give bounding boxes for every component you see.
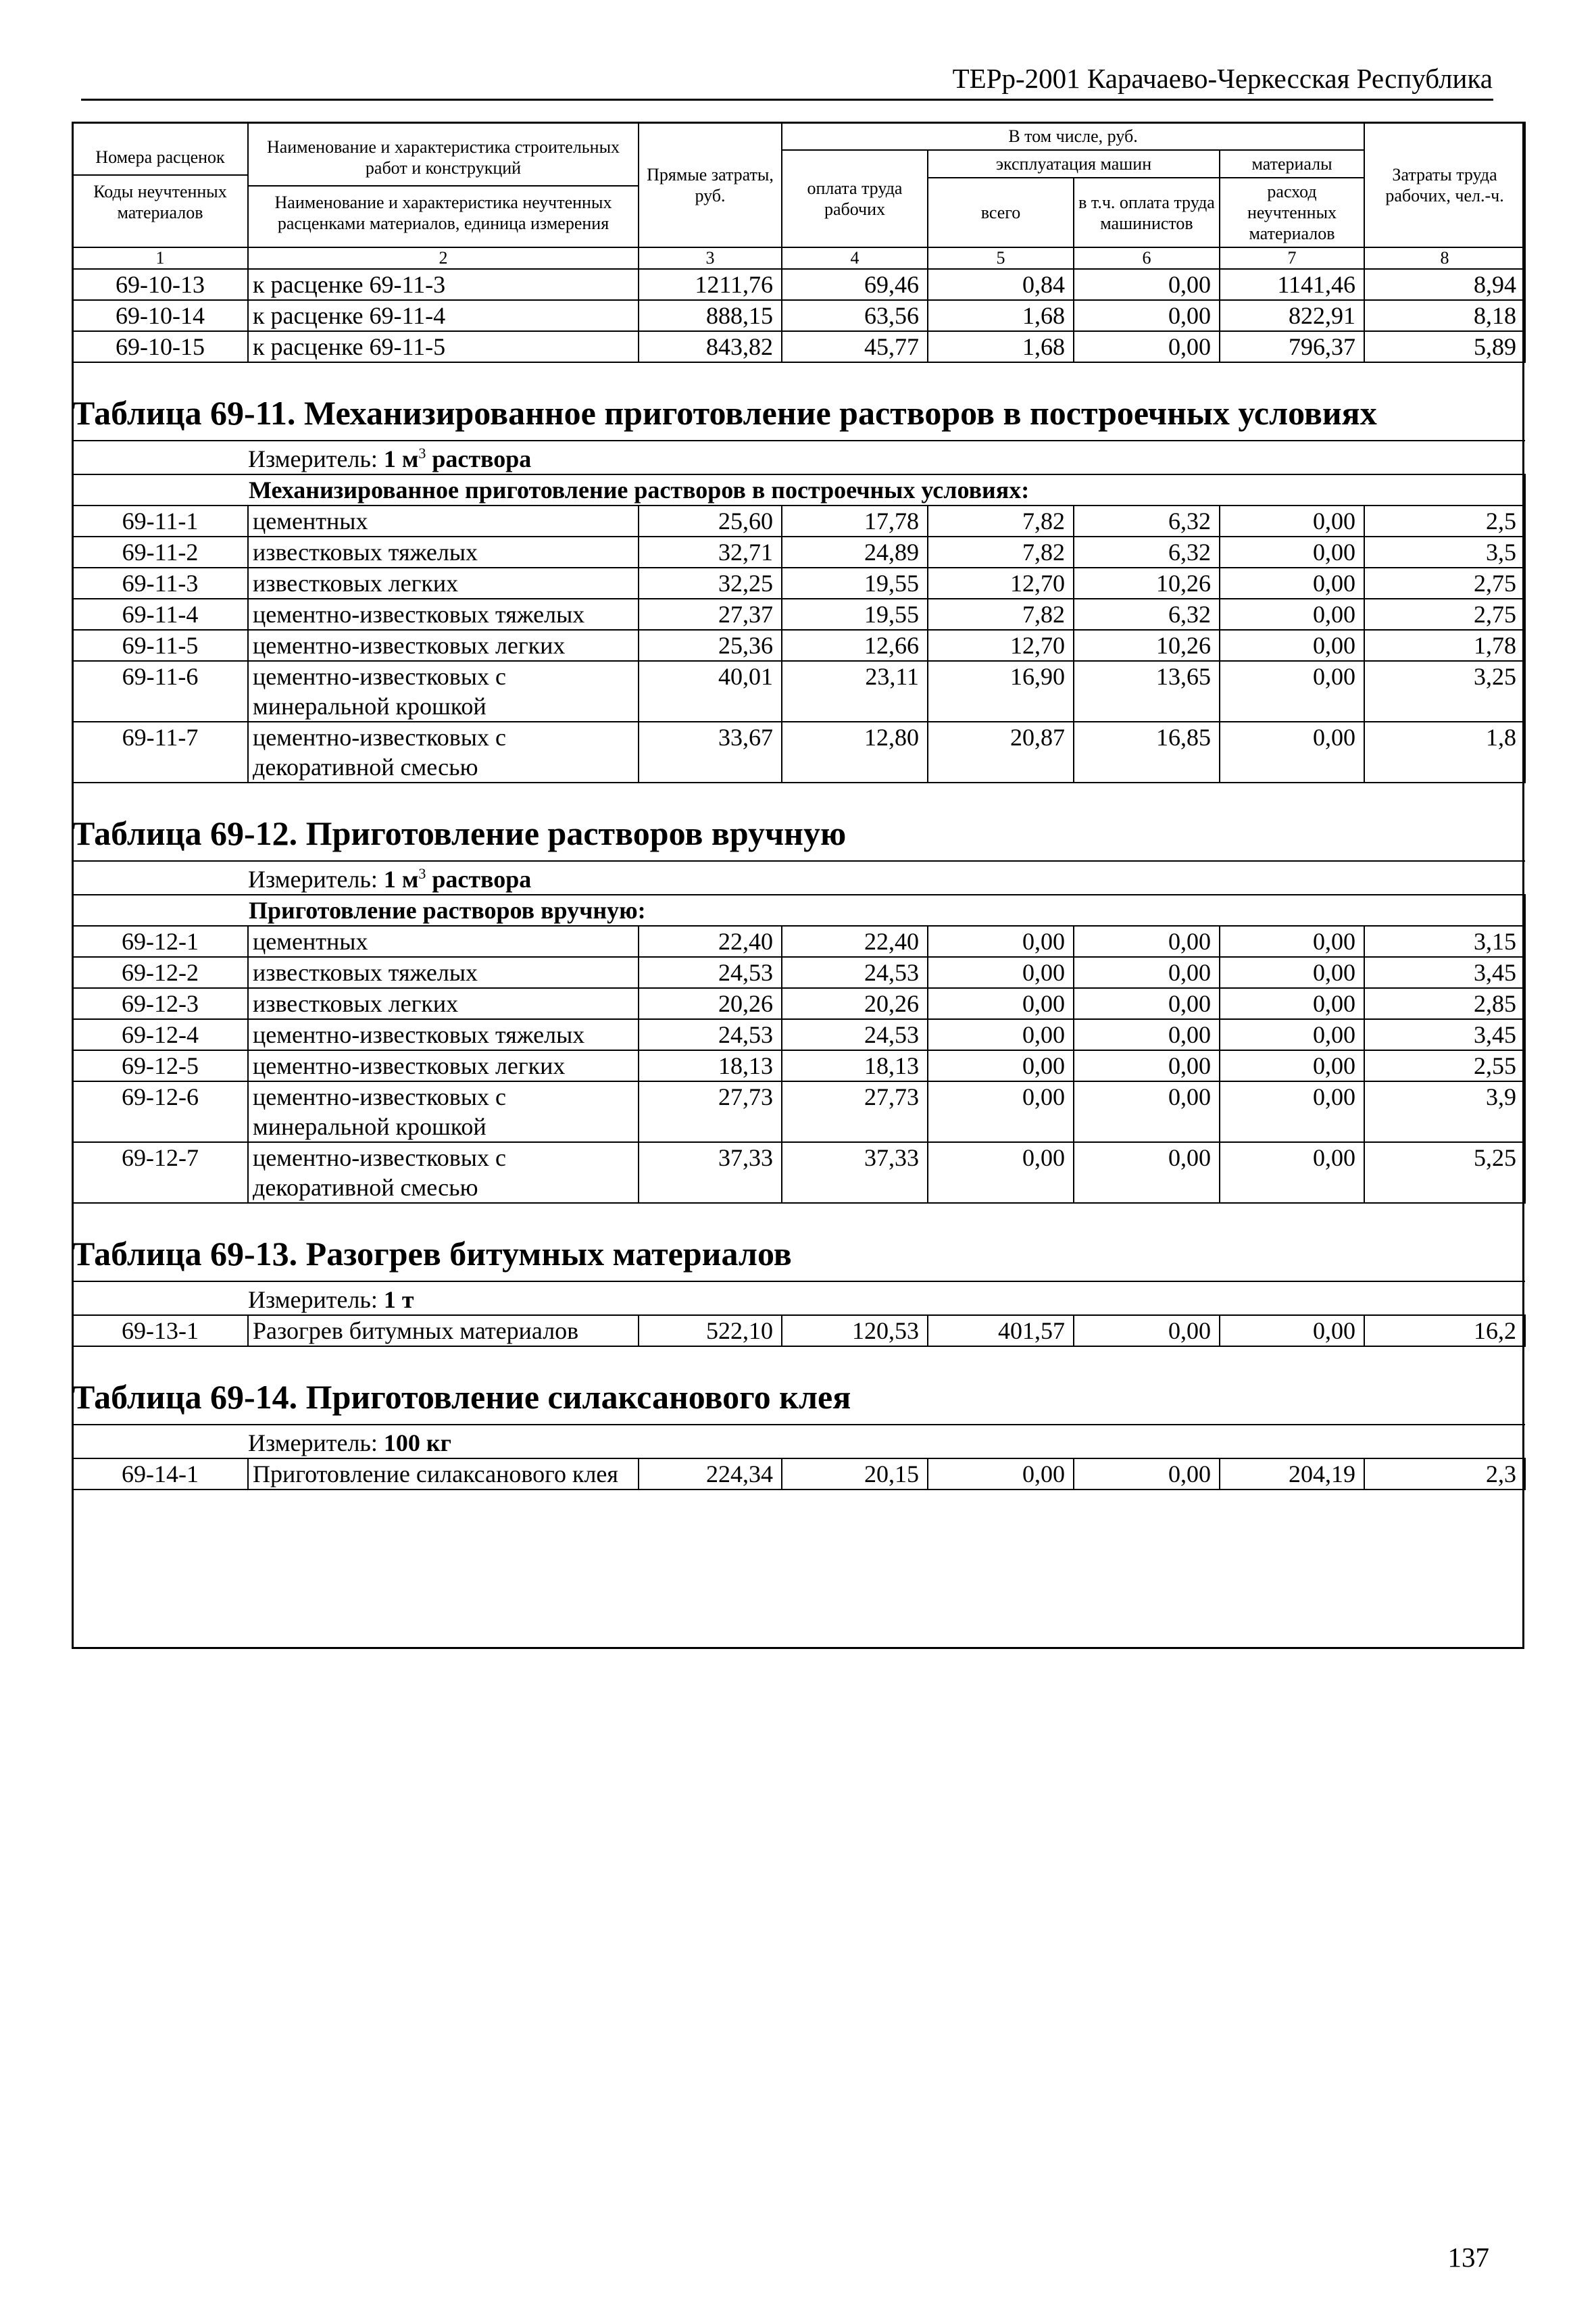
- labor-hours-value: 3,45: [1364, 957, 1525, 988]
- direct-costs-value: 24,53: [639, 957, 782, 988]
- col-name-header: [248, 122, 639, 247]
- rate-code: 69-11-6: [72, 661, 248, 722]
- labor-hours-value: 3,9: [1364, 1081, 1525, 1142]
- work-name: цементно-известковых с декоративной смесью: [248, 1142, 639, 1203]
- materials-cost-value: 796,37: [1220, 331, 1364, 362]
- machinist-pay-value: 6,32: [1074, 506, 1220, 537]
- table-title: Таблица 69-14. Приготовление силаксанового клея: [72, 1346, 1525, 1425]
- machines-total-value: 0,00: [928, 1050, 1074, 1081]
- rate-code: 69-11-7: [72, 722, 248, 783]
- table-row: [72, 1081, 1525, 1142]
- table-row: [72, 269, 1525, 300]
- materials-cost-value: 0,00: [1220, 661, 1364, 722]
- col-direct-costs-header: Прямые затраты, руб.: [639, 122, 782, 247]
- col-codes-header: [72, 122, 248, 247]
- col-machines-total-header: всего: [928, 178, 1074, 247]
- col-number: 5: [928, 247, 1074, 269]
- materials-cost-value: 0,00: [1220, 1142, 1364, 1203]
- table-header: [72, 122, 1525, 269]
- direct-costs-value: 1211,76: [639, 269, 782, 300]
- direct-costs-value: 522,10: [639, 1315, 782, 1346]
- machines-total-value: 7,82: [928, 599, 1074, 630]
- col-number: 8: [1364, 247, 1525, 269]
- rate-code: 69-12-6: [72, 1081, 248, 1142]
- materials-cost-value: 0,00: [1220, 568, 1364, 599]
- measure-value: 1 м: [383, 866, 419, 893]
- labor-hours-value: 2,55: [1364, 1050, 1525, 1081]
- materials-cost-value: 0,00: [1220, 722, 1364, 783]
- measure-unit: [72, 1281, 1525, 1315]
- col-number: 3: [639, 247, 782, 269]
- direct-costs-value: 27,73: [639, 1081, 782, 1142]
- table-row: [72, 1019, 1525, 1050]
- direct-costs-value: 843,82: [639, 331, 782, 362]
- machines-total-value: 0,00: [928, 957, 1074, 988]
- table-title: Таблица 69-11. Механизированное приготовление растворов в построечных условиях: [72, 362, 1525, 441]
- section-row: [72, 895, 1525, 926]
- labor-pay-value: 24,53: [782, 1019, 928, 1050]
- col-number: 1: [72, 247, 248, 269]
- labor-hours-value: 3,5: [1364, 537, 1525, 568]
- machinist-pay-value: 16,85: [1074, 722, 1220, 783]
- machinist-pay-value: 0,00: [1074, 331, 1220, 362]
- work-name: цементно-известковых тяжелых: [248, 599, 639, 630]
- col-labor-pay-header: оплата труда рабочих: [782, 150, 928, 247]
- table-row: [72, 630, 1525, 661]
- direct-costs-value: 27,37: [639, 599, 782, 630]
- measure-suffix: раствора: [432, 866, 532, 893]
- work-name: цементно-известковых легких: [248, 1050, 639, 1081]
- rate-code: 69-13-1: [72, 1315, 248, 1346]
- work-name: к расценке 69-11-4: [248, 300, 639, 331]
- materials-cost-value: 0,00: [1220, 988, 1364, 1019]
- direct-costs-value: 888,15: [639, 300, 782, 331]
- rate-code: 69-10-15: [72, 331, 248, 362]
- col-number: 4: [782, 247, 928, 269]
- table-title: Таблица 69-13. Разогрев битумных материалов: [72, 1203, 1525, 1281]
- direct-costs-value: 20,26: [639, 988, 782, 1019]
- section-heading: Приготовление растворов вручную:: [72, 895, 1525, 926]
- machinist-pay-value: 6,32: [1074, 599, 1220, 630]
- machinist-pay-value: 0,00: [1074, 1458, 1220, 1490]
- table-title-row: [72, 362, 1525, 441]
- work-name: к расценке 69-11-3: [248, 269, 639, 300]
- page-number: 137: [1447, 2242, 1489, 2273]
- measure-unit: [72, 861, 1525, 895]
- col-number: 6: [1074, 247, 1220, 269]
- materials-cost-value: 0,00: [1220, 537, 1364, 568]
- labor-hours-value: 16,2: [1364, 1315, 1525, 1346]
- table-row: [72, 926, 1525, 957]
- labor-pay-value: 12,66: [782, 630, 928, 661]
- rate-code: 69-11-2: [72, 537, 248, 568]
- labor-hours-value: 3,15: [1364, 926, 1525, 957]
- machinist-pay-value: 10,26: [1074, 568, 1220, 599]
- labor-pay-value: 22,40: [782, 926, 928, 957]
- labor-pay-value: 23,11: [782, 661, 928, 722]
- rate-code: 69-10-14: [72, 300, 248, 331]
- work-name: известковых легких: [248, 988, 639, 1019]
- direct-costs-value: 32,25: [639, 568, 782, 599]
- labor-hours-value: 2,5: [1364, 506, 1525, 537]
- direct-costs-value: 33,67: [639, 722, 782, 783]
- table-row: [72, 331, 1525, 362]
- table-row: [72, 568, 1525, 599]
- machines-total-value: 12,70: [928, 630, 1074, 661]
- col-including-header: В том числе, руб.: [782, 122, 1364, 150]
- table-title-row: [72, 783, 1525, 861]
- materials-cost-value: 0,00: [1220, 599, 1364, 630]
- labor-hours-value: 8,94: [1364, 269, 1525, 300]
- table-row: [72, 988, 1525, 1019]
- rate-code: 69-14-1: [72, 1458, 248, 1490]
- work-name: цементно-известковых с декоративной смесью: [248, 722, 639, 783]
- rate-code: 69-12-4: [72, 1019, 248, 1050]
- section-row: [72, 474, 1525, 506]
- machines-total-value: 0,00: [928, 1019, 1074, 1050]
- labor-pay-value: 37,33: [782, 1142, 928, 1203]
- measure-row: [72, 1281, 1525, 1315]
- labor-pay-value: 69,46: [782, 269, 928, 300]
- col-material-codes-label: Коды неучтенных материалов: [93, 182, 227, 222]
- machines-total-value: 0,00: [928, 988, 1074, 1019]
- machinist-pay-value: 0,00: [1074, 300, 1220, 331]
- machines-total-value: 0,00: [928, 1458, 1074, 1490]
- work-name: цементно-известковых с минеральной крошкой: [248, 1081, 639, 1142]
- direct-costs-value: 25,60: [639, 506, 782, 537]
- direct-costs-value: 25,36: [639, 630, 782, 661]
- materials-cost-value: 0,00: [1220, 630, 1364, 661]
- machines-total-value: 0,84: [928, 269, 1074, 300]
- col-material-name-label: Наименование и характеристика неучтенных расценками материалов, единица измерения: [274, 192, 612, 233]
- labor-hours-value: 1,78: [1364, 630, 1525, 661]
- table-row: [72, 722, 1525, 783]
- materials-cost-value: 822,91: [1220, 300, 1364, 331]
- measure-value: 100 кг: [383, 1429, 451, 1456]
- col-machinist-pay-header: в т.ч. оплата труда машинистов: [1074, 178, 1220, 247]
- labor-hours-value: 5,89: [1364, 331, 1525, 362]
- rate-code: 69-11-3: [72, 568, 248, 599]
- col-number: 2: [248, 247, 639, 269]
- measure-value: 1 м: [383, 445, 419, 472]
- page-header: ТЕРр-2001 Карачаево-Черкесская Республика: [952, 63, 1493, 94]
- section-heading: Механизированное приготовление растворов в построечных условиях:: [72, 474, 1525, 506]
- work-name: известковых тяжелых: [248, 537, 639, 568]
- machines-total-value: 401,57: [928, 1315, 1074, 1346]
- table-row: [72, 300, 1525, 331]
- labor-hours-value: 3,45: [1364, 1019, 1525, 1050]
- table-row: [72, 506, 1525, 537]
- labor-hours-value: 2,85: [1364, 988, 1525, 1019]
- machines-total-value: 1,68: [928, 331, 1074, 362]
- machinist-pay-value: 0,00: [1074, 269, 1220, 300]
- direct-costs-value: 32,71: [639, 537, 782, 568]
- labor-hours-value: 3,25: [1364, 661, 1525, 722]
- measure-exponent: 3: [418, 865, 426, 882]
- rate-code: 69-12-1: [72, 926, 248, 957]
- materials-cost-value: 0,00: [1220, 506, 1364, 537]
- direct-costs-value: 37,33: [639, 1142, 782, 1203]
- machinist-pay-value: 0,00: [1074, 1081, 1220, 1142]
- machines-total-value: 7,82: [928, 537, 1074, 568]
- col-machines-header: эксплуатация машин: [928, 150, 1220, 178]
- machinist-pay-value: 0,00: [1074, 1019, 1220, 1050]
- labor-pay-value: 24,89: [782, 537, 928, 568]
- labor-hours-value: 2,3: [1364, 1458, 1525, 1490]
- rate-code: 69-10-13: [72, 269, 248, 300]
- column-numbers-row: [72, 247, 1525, 269]
- rate-code: 69-11-5: [72, 630, 248, 661]
- header-divider: [81, 99, 1493, 101]
- table-row: [72, 661, 1525, 722]
- work-name: известковых тяжелых: [248, 957, 639, 988]
- work-name: цементно-известковых тяжелых: [248, 1019, 639, 1050]
- measure-value: 1 т: [383, 1286, 414, 1313]
- materials-cost-value: 0,00: [1220, 1315, 1364, 1346]
- measure-suffix: раствора: [432, 445, 532, 472]
- labor-pay-value: 12,80: [782, 722, 928, 783]
- machines-total-value: 12,70: [928, 568, 1074, 599]
- direct-costs-value: 40,01: [639, 661, 782, 722]
- measure-row: [72, 861, 1525, 895]
- materials-cost-value: 1141,46: [1220, 269, 1364, 300]
- table-row: [72, 1458, 1525, 1490]
- machinist-pay-value: 0,00: [1074, 1142, 1220, 1203]
- rate-code: 69-12-2: [72, 957, 248, 988]
- machines-total-value: 1,68: [928, 300, 1074, 331]
- machinist-pay-value: 0,00: [1074, 957, 1220, 988]
- labor-pay-value: 19,55: [782, 599, 928, 630]
- work-name: цементных: [248, 506, 639, 537]
- machines-total-value: 0,00: [928, 1081, 1074, 1142]
- rate-code: 69-11-4: [72, 599, 248, 630]
- direct-costs-value: 224,34: [639, 1458, 782, 1490]
- table-row: [72, 1050, 1525, 1081]
- labor-pay-value: 18,13: [782, 1050, 928, 1081]
- machinist-pay-value: 0,00: [1074, 926, 1220, 957]
- col-rate-numbers-label: Номера расценок: [95, 147, 225, 167]
- table-row: [72, 957, 1525, 988]
- labor-hours-value: 8,18: [1364, 300, 1525, 331]
- measure-row: [72, 1425, 1525, 1458]
- labor-pay-value: 120,53: [782, 1315, 928, 1346]
- work-name: цементно-известковых с минеральной крошкой: [248, 661, 639, 722]
- measure-unit: [72, 1425, 1525, 1458]
- work-name: цементно-известковых легких: [248, 630, 639, 661]
- table-title-row: [72, 1346, 1525, 1425]
- measure-unit: [72, 441, 1525, 474]
- labor-hours-value: 1,8: [1364, 722, 1525, 783]
- measure-exponent: 3: [418, 445, 426, 462]
- table-body: [72, 269, 1525, 1490]
- materials-cost-value: 0,00: [1220, 1019, 1364, 1050]
- table-row: [72, 599, 1525, 630]
- col-materials-header: материалы: [1220, 150, 1364, 178]
- machinist-pay-value: 10,26: [1074, 630, 1220, 661]
- measure-row: [72, 441, 1525, 474]
- col-unaccounted-materials-header: расход неучтенных материалов: [1220, 178, 1364, 247]
- labor-pay-value: 24,53: [782, 957, 928, 988]
- labor-pay-value: 19,55: [782, 568, 928, 599]
- table-row: [72, 1315, 1525, 1346]
- machinist-pay-value: 0,00: [1074, 988, 1220, 1019]
- measure-label: Измеритель:: [248, 1286, 378, 1313]
- measure-label: Измеритель:: [248, 445, 378, 472]
- table-title-row: [72, 1203, 1525, 1281]
- work-name: к расценке 69-11-5: [248, 331, 639, 362]
- measure-label: Измеритель:: [248, 1429, 378, 1456]
- machinist-pay-value: 0,00: [1074, 1315, 1220, 1346]
- machines-total-value: 16,90: [928, 661, 1074, 722]
- machinist-pay-value: 0,00: [1074, 1050, 1220, 1081]
- direct-costs-value: 24,53: [639, 1019, 782, 1050]
- direct-costs-value: 18,13: [639, 1050, 782, 1081]
- machines-total-value: 7,82: [928, 506, 1074, 537]
- materials-cost-value: 0,00: [1220, 1050, 1364, 1081]
- materials-cost-value: 0,00: [1220, 926, 1364, 957]
- table-row: [72, 537, 1525, 568]
- rate-code: 69-12-5: [72, 1050, 248, 1081]
- work-name: цементных: [248, 926, 639, 957]
- machines-total-value: 0,00: [928, 1142, 1074, 1203]
- work-name: Разогрев битумных материалов: [248, 1315, 639, 1346]
- materials-cost-value: 0,00: [1220, 1081, 1364, 1142]
- labor-pay-value: 45,77: [782, 331, 928, 362]
- rate-code: 69-12-3: [72, 988, 248, 1019]
- rate-code: 69-12-7: [72, 1142, 248, 1203]
- rate-code: 69-11-1: [72, 506, 248, 537]
- table-title: Таблица 69-12. Приготовление растворов вручную: [72, 783, 1525, 861]
- table-row: [72, 1142, 1525, 1203]
- measure-label: Измеритель:: [248, 866, 378, 893]
- work-name: Приготовление силаксанового клея: [248, 1458, 639, 1490]
- labor-hours-value: 5,25: [1364, 1142, 1525, 1203]
- machinist-pay-value: 13,65: [1074, 661, 1220, 722]
- work-name: известковых легких: [248, 568, 639, 599]
- machines-total-value: 0,00: [928, 926, 1074, 957]
- materials-cost-value: 204,19: [1220, 1458, 1364, 1490]
- labor-hours-value: 2,75: [1364, 568, 1525, 599]
- machines-total-value: 20,87: [928, 722, 1074, 783]
- labor-pay-value: 20,26: [782, 988, 928, 1019]
- labor-pay-value: 63,56: [782, 300, 928, 331]
- rates-table: [72, 122, 1526, 1490]
- machinist-pay-value: 6,32: [1074, 537, 1220, 568]
- labor-hours-value: 2,75: [1364, 599, 1525, 630]
- col-work-name-label: Наименование и характеристика строительных работ и конструкций: [266, 137, 620, 178]
- col-labor-hours-header: Затраты труда рабочих, чел.-ч.: [1364, 122, 1525, 247]
- labor-pay-value: 20,15: [782, 1458, 928, 1490]
- labor-pay-value: 17,78: [782, 506, 928, 537]
- col-number: 7: [1220, 247, 1364, 269]
- direct-costs-value: 22,40: [639, 926, 782, 957]
- labor-pay-value: 27,73: [782, 1081, 928, 1142]
- materials-cost-value: 0,00: [1220, 957, 1364, 988]
